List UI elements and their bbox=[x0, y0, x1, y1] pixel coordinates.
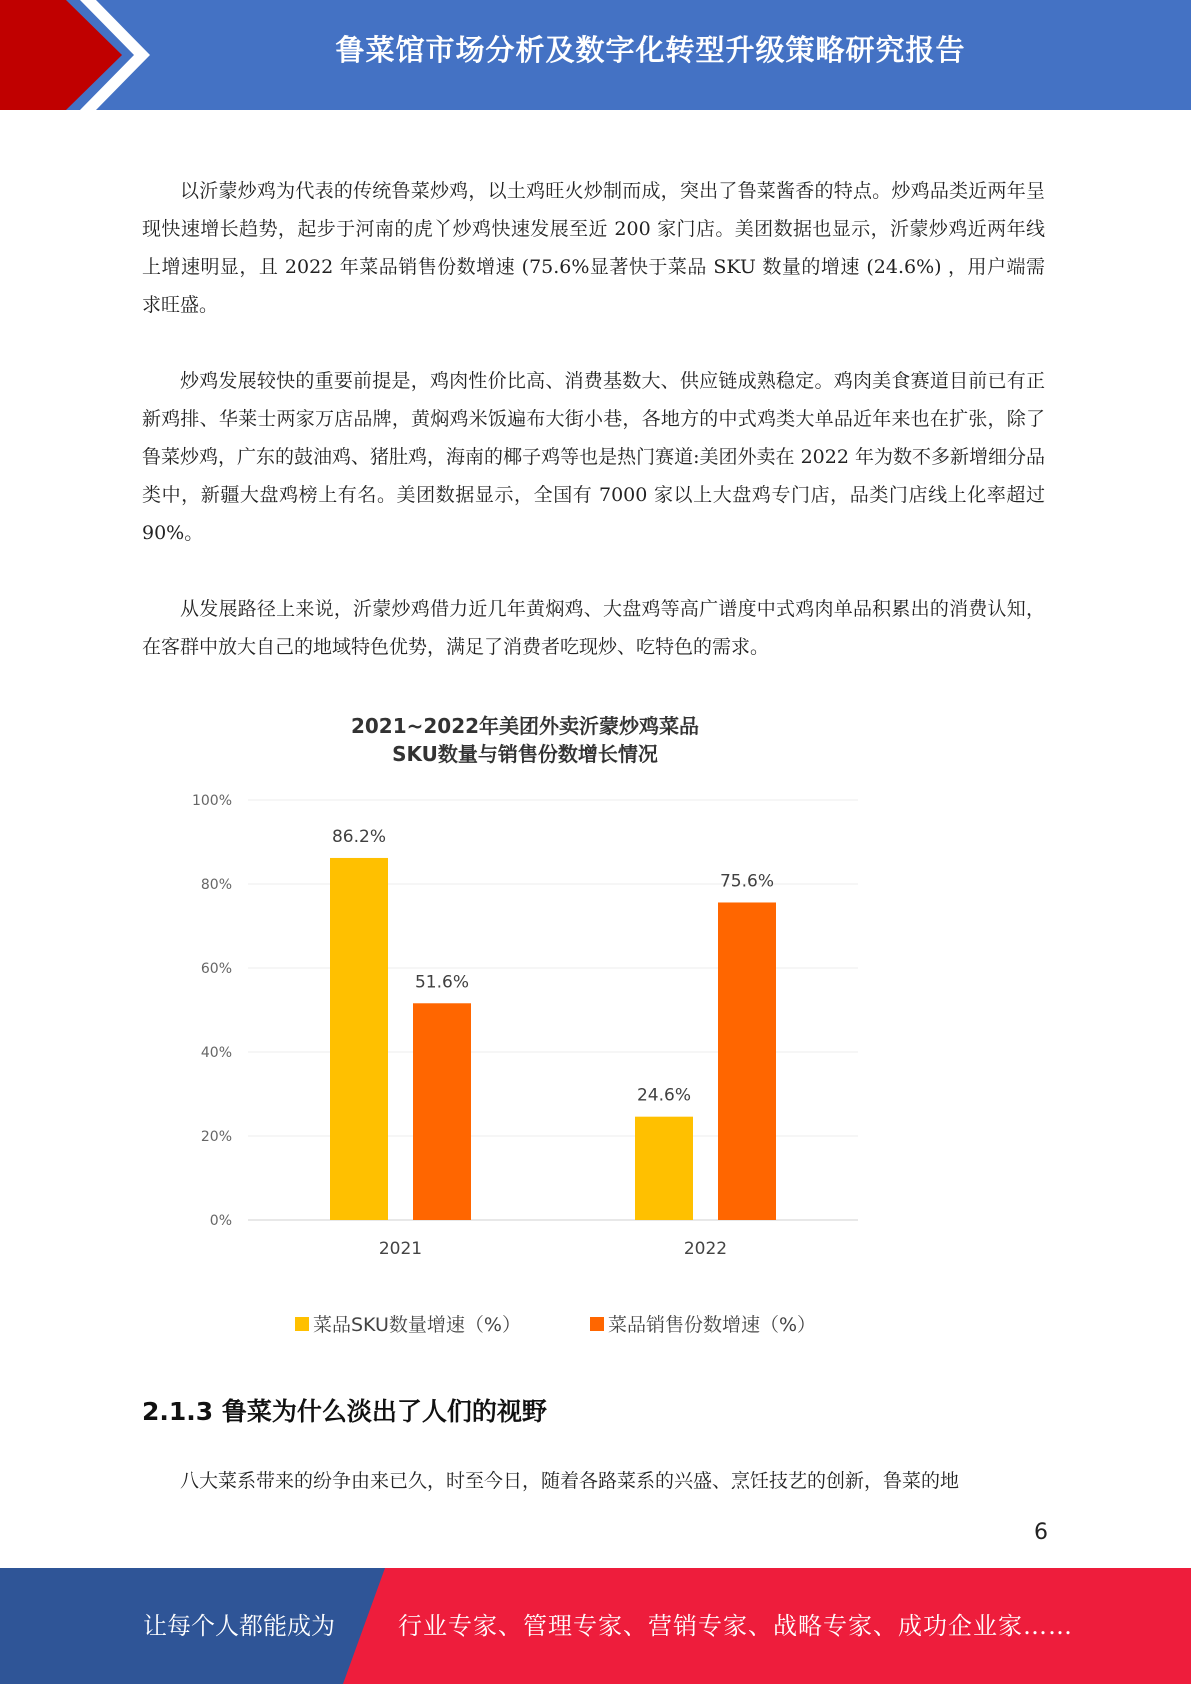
chart-plot bbox=[170, 700, 880, 1260]
paragraph-4: 八大菜系带来的纷争由来已久，时至今日，随着各路菜系的兴盛、烹饪技艺的创新，鲁菜的地 bbox=[180, 1470, 960, 1492]
legend-swatch-sales bbox=[590, 1317, 604, 1331]
page-header bbox=[0, 0, 1191, 110]
y-tick-label: 40% bbox=[200, 1045, 232, 1061]
legend-label-sku: 菜品SKU数量增速（%） bbox=[313, 1314, 521, 1336]
data-label: 24.6% bbox=[636, 1085, 692, 1106]
footer-left-text: 让每个人都能成为 bbox=[143, 1612, 335, 1640]
x-tick-label: 2022 bbox=[683, 1239, 728, 1259]
bar-chart bbox=[170, 700, 880, 1350]
data-label: 86.2% bbox=[331, 826, 387, 847]
chart-title-line1: 2021~2022年美团外卖沂蒙炒鸡菜品 bbox=[350, 714, 700, 738]
section-heading: 2.1.3 鲁菜为什么淡出了人们的视野 bbox=[142, 1397, 547, 1426]
x-tick-label: 2021 bbox=[378, 1239, 423, 1259]
bar bbox=[635, 1117, 693, 1220]
data-label: 51.6% bbox=[414, 972, 470, 993]
y-tick-label: 80% bbox=[200, 877, 232, 893]
bar bbox=[413, 1003, 471, 1220]
paragraph-2: 炒鸡发展较快的重要前提是，鸡肉性价比高、消费基数大、供应链成熟稳定。鸡肉美食赛道目前已有正新鸡排、华莱士两家万店品牌，黄焖鸡米饭遍布大街小巷，各地方的中式鸡类大单品近年来也在扩张，除了鲁菜炒鸡，广东的鼓油鸡、猪肚鸡，海南的椰子鸡等也是热门赛道:美团外卖在 2022 年为数不多新增细分品类中，新疆大盘鸡榜上有名。美团数据显示，全国有 7000 家以上大盘鸡专门店，品类门店线上化率超过 90%。 bbox=[142, 370, 1045, 544]
paragraph-1: 以沂蒙炒鸡为代表的传统鲁菜炒鸡，以土鸡旺火炒制而成，突出了鲁菜酱香的特点。炒鸡品类近两年呈现快速增长趋势，起步于河南的虎丫炒鸡快速发展至近 200 家门店。美团数据也显示，沂蒙炒鸡近两年线上增速明显，且 2022 年菜品销售份数增速 (75.6%显著快于菜品 SKU 数量的增速 (24.6%) ，用户端需求旺盛。 bbox=[142, 180, 1045, 316]
bar bbox=[330, 858, 388, 1220]
data-label: 75.6% bbox=[719, 871, 775, 892]
y-tick-label: 100% bbox=[191, 793, 232, 809]
legend-swatch-sku bbox=[295, 1317, 309, 1331]
y-tick-label: 0% bbox=[209, 1213, 232, 1229]
y-tick-label: 20% bbox=[200, 1129, 232, 1145]
chart-title-line2: SKU数量与销售份数增长情况 bbox=[392, 742, 658, 766]
legend-item-sku bbox=[295, 1310, 521, 1337]
page-number: 6 bbox=[1034, 1520, 1048, 1545]
chart-legend bbox=[0, 1310, 1191, 1340]
legend-label-sales: 菜品销售份数增速（%） bbox=[608, 1314, 817, 1336]
bar bbox=[718, 902, 776, 1220]
header-title: 鲁菜馆市场分析及数字化转型升级策略研究报告 bbox=[335, 33, 966, 67]
legend-item-sales bbox=[590, 1310, 816, 1337]
page-footer bbox=[0, 1568, 1191, 1684]
y-tick-label: 60% bbox=[200, 961, 232, 977]
footer-right-text: 行业专家、管理专家、营销专家、战略专家、成功企业家…… bbox=[398, 1612, 1073, 1640]
paragraph-3: 从发展路径上来说，沂蒙炒鸡借力近几年黄焖鸡、大盘鸡等高广谱度中式鸡肉单品积累出的消费认知，在客群中放大自己的地域特色优势，满足了消费者吃现炒、吃特色的需求。 bbox=[142, 598, 1045, 658]
